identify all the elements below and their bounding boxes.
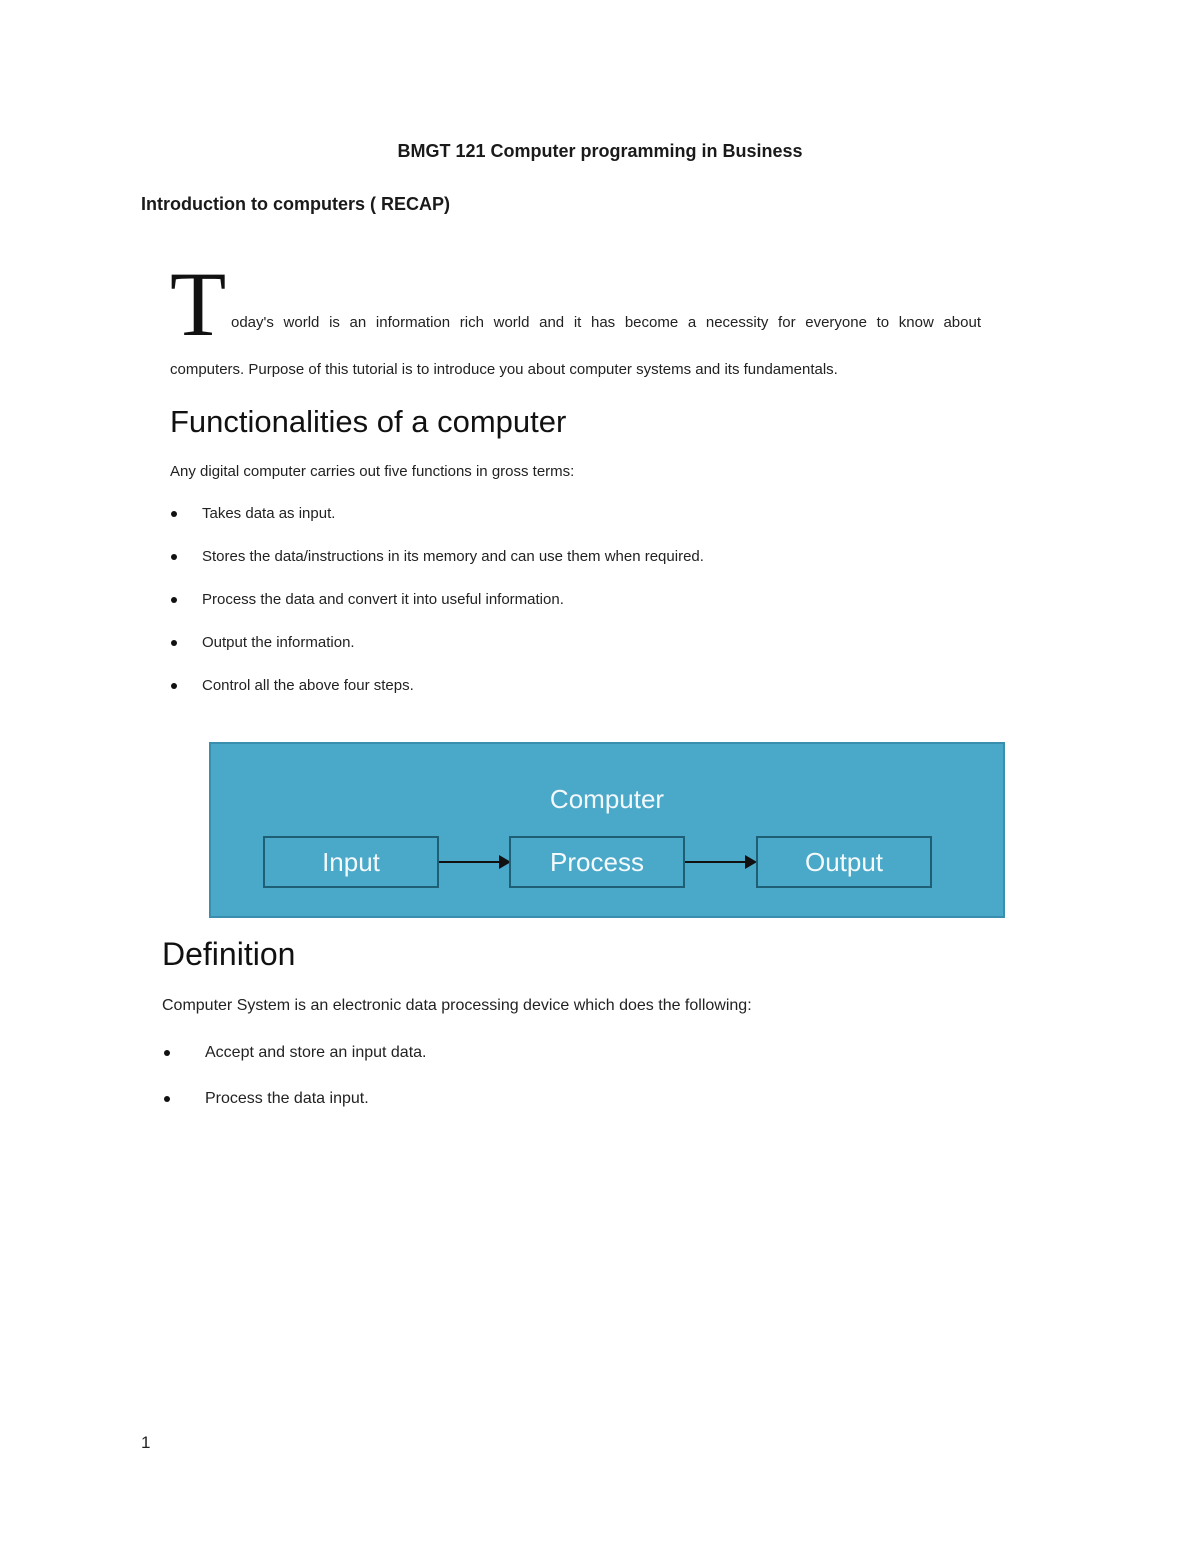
list-item: [168, 674, 704, 717]
list-item: [168, 631, 704, 674]
functionalities-lead: Any digital computer carries out five functions in gross terms:: [170, 463, 575, 480]
list-item-text: Stores the data/instructions in its memory and can use them when required.: [202, 548, 704, 565]
diagram-box-process: Process: [509, 836, 685, 888]
intro-paragraph-line-2: computers. Purpose of this tutorial is to introduce you about computer systems and its fundamentals.: [170, 361, 838, 378]
list-item-text: Process the data input.: [205, 1090, 369, 1107]
diagram-box-output: Output: [756, 836, 932, 888]
drop-cap: T: [170, 253, 227, 355]
bullet-icon: [164, 1050, 170, 1056]
page-number: 1: [141, 1433, 151, 1452]
list-item: [168, 545, 704, 588]
computer-flow-diagram: [209, 742, 1005, 918]
bullet-icon: [171, 554, 177, 560]
definition-lead: Computer System is an electronic data processing device which does the following:: [162, 997, 752, 1014]
list-item: [168, 588, 704, 631]
bullet-icon: [171, 640, 177, 646]
diagram-box-input: Input: [263, 836, 439, 888]
intro-paragraph-line-1: oday's world is an information rich world and it has become a necessity for everyone to know about: [231, 314, 981, 331]
arrow-right-icon: [439, 861, 509, 863]
bullet-icon: [171, 511, 177, 517]
section-title: Introduction to computers ( RECAP): [141, 194, 450, 214]
definition-list: [162, 1040, 426, 1132]
list-item: [162, 1086, 426, 1132]
bullet-icon: [171, 683, 177, 689]
list-item-text: Takes data as input.: [202, 505, 336, 522]
list-item: [162, 1040, 426, 1086]
arrow-right-icon: [685, 861, 755, 863]
course-title: BMGT 121 Computer programming in Business: [397, 141, 803, 161]
functionalities-list: [168, 502, 704, 717]
bullet-icon: [164, 1096, 170, 1102]
list-item-text: Control all the above four steps.: [202, 677, 414, 694]
functionalities-heading: Functionalities of a computer: [170, 404, 567, 439]
list-item-text: Output the information.: [202, 634, 355, 651]
list-item-text: Process the data and convert it into useful information.: [202, 591, 564, 608]
diagram-title: Computer: [549, 784, 665, 814]
definition-heading: Definition: [162, 936, 296, 972]
list-item: [168, 502, 704, 545]
bullet-icon: [171, 597, 177, 603]
list-item-text: Accept and store an input data.: [205, 1044, 427, 1061]
